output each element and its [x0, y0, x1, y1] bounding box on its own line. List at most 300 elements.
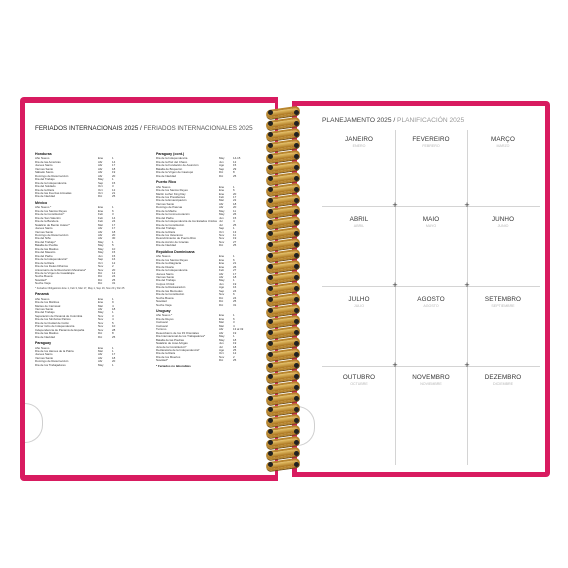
punch-hole	[294, 275, 299, 280]
holiday-name: Batalla de Puebla	[35, 244, 58, 248]
left-page	[25, 103, 275, 475]
punch-hole	[268, 396, 273, 401]
holiday-day: 18	[112, 166, 116, 171]
holiday-day: 12	[112, 260, 116, 265]
holiday-day: 1	[112, 296, 114, 301]
holiday-month: Jun	[219, 215, 224, 220]
holiday-day: 5	[112, 243, 114, 248]
punch-hole	[294, 253, 299, 258]
holiday-month: Ene	[98, 156, 104, 161]
punch-hole	[294, 385, 299, 390]
holiday-day: 4	[112, 303, 114, 308]
holiday-day: 5	[112, 320, 114, 325]
month-cell	[323, 296, 395, 308]
punch-hole	[268, 297, 273, 302]
holiday-month: Abr	[98, 352, 103, 357]
holiday-name: Día del Padre	[156, 216, 174, 220]
holiday-month: Ene	[219, 254, 225, 259]
punch-hole	[268, 176, 273, 181]
holiday-name: Día de la Raza	[35, 261, 55, 265]
holiday-month: Ago	[219, 163, 225, 168]
holiday-name: Día del Trabajo	[35, 311, 55, 315]
holiday-month: Dic	[219, 299, 224, 304]
holiday-day: 15	[233, 215, 237, 220]
holiday-name: Día de la Conmemoración	[156, 213, 190, 217]
punch-hole	[268, 341, 273, 346]
holiday-day: 19	[233, 281, 237, 286]
punch-hole	[268, 110, 273, 115]
holiday-month: Nov	[98, 264, 104, 269]
punch-hole	[268, 319, 273, 324]
holiday-day: 17	[112, 163, 116, 168]
holiday-month: Sep	[98, 257, 104, 262]
holiday-day: 25	[112, 194, 116, 199]
holiday-month: Ene	[219, 264, 225, 269]
holiday-month: Dic	[98, 334, 103, 339]
holiday-name: Corpus Christi	[156, 282, 175, 286]
holiday-month: Abr	[98, 226, 103, 231]
holiday-month: Dic	[219, 243, 224, 248]
holiday-day: 20	[233, 191, 237, 196]
holiday-month: May	[98, 310, 104, 315]
planning-title-es: PLANIFICACIÓN 2025	[397, 117, 465, 124]
holiday-day: 3	[112, 313, 114, 318]
holiday-name: Día de la Raza	[156, 230, 176, 234]
punch-hole	[294, 440, 299, 445]
holiday-name: Descubrimiento de Puerto Rico	[156, 237, 197, 241]
holiday-month: Nov	[98, 324, 104, 329]
holiday-day: 25	[233, 222, 237, 227]
holiday-month: Ene	[219, 261, 225, 266]
punch-hole	[268, 275, 273, 280]
country-heading: República Dominicana	[156, 249, 195, 254]
holiday-month: Jun	[219, 159, 224, 164]
holiday-day: 1	[112, 362, 114, 367]
holiday-name: Día de la Fundación de Asunción	[156, 164, 199, 168]
punch-hole	[294, 407, 299, 412]
holiday-month: May	[98, 243, 104, 248]
holiday-name: Día de los Mártires	[35, 301, 60, 305]
holiday-day: 19	[233, 341, 237, 346]
punch-hole	[294, 143, 299, 148]
holiday-name: Viernes Santo	[35, 167, 54, 171]
holiday-day: 16	[112, 257, 116, 262]
holiday-footnote: * Feriados Obligatorios Ene 1, Feb 3, Mar 17, May 1, Sep 16, Nov 20 y Dic 25	[35, 286, 125, 290]
country-heading: Honduras	[35, 152, 52, 156]
holiday-day: 31	[233, 302, 237, 307]
holiday-name: Día de los Fieles Difuntos	[35, 265, 68, 269]
punch-hole	[294, 231, 299, 236]
holiday-name: Día de los Trabajadores	[35, 363, 66, 367]
grid-marker-plus: +	[392, 360, 398, 370]
country-heading: Paraguay	[35, 341, 52, 346]
holiday-day: 8	[112, 331, 114, 336]
holiday-name: Año Nuevo	[156, 185, 171, 189]
holiday-day: 18	[112, 355, 116, 360]
punch-hole	[268, 209, 273, 214]
holiday-name: Año Nuevo *	[156, 314, 173, 318]
month-name: JANEIRO	[345, 136, 373, 143]
month-name-es: JUNIO	[497, 223, 509, 228]
holiday-month: Dic	[219, 302, 224, 307]
punch-hole	[268, 165, 273, 170]
holiday-month: Mar	[98, 303, 103, 308]
holiday-day: 15	[233, 163, 237, 168]
month-name-es: MAYO	[425, 223, 437, 228]
punch-hole	[294, 418, 299, 423]
holiday-month: Mar	[98, 222, 103, 227]
holiday-day: 25	[233, 348, 237, 353]
month-cell	[395, 374, 467, 386]
holiday-month: Sep	[219, 166, 225, 171]
holiday-day: 12	[233, 159, 237, 164]
holiday-day: 18	[112, 229, 116, 234]
punch-hole	[268, 352, 273, 357]
holiday-day: 20	[233, 205, 237, 210]
holiday-name: Día de los Presidentes	[156, 195, 186, 199]
holiday-column-2	[156, 153, 260, 368]
punch-hole	[294, 308, 299, 313]
holiday-day: 18	[233, 274, 237, 279]
holiday-name: Aniversario de la Revolución Mexicana*	[35, 268, 86, 272]
holiday-day: 1	[233, 334, 235, 339]
punch-hole	[294, 132, 299, 137]
holiday-name: Sábado Santo	[35, 171, 54, 175]
holiday-name: Batalla de Boquerón	[156, 167, 183, 171]
holiday-name: Domingo de Pascua	[156, 206, 183, 210]
punch-hole	[268, 429, 273, 434]
holiday-month: May	[219, 156, 225, 161]
punch-hole	[268, 374, 273, 379]
holiday-name: Día de Navidad	[156, 244, 176, 248]
month-name: FEVEREIRO	[412, 136, 450, 143]
holiday-name: Año Nuevo	[35, 346, 50, 350]
holiday-day: 1	[112, 345, 114, 350]
holiday-name: Martin Luther King Day	[156, 192, 186, 196]
holiday-day: 19	[112, 170, 116, 175]
holiday-name: Día del Trabajo	[156, 227, 176, 231]
holiday-day: 6	[112, 208, 114, 213]
holiday-row	[156, 359, 260, 362]
holiday-day: 20	[112, 359, 116, 364]
holiday-month: Ene	[219, 257, 225, 262]
holiday-name: Día de San Valentín	[35, 216, 61, 220]
holiday-month: Abr	[98, 163, 103, 168]
holiday-month: Jul	[219, 219, 223, 224]
holiday-name: Noche Vieja	[156, 303, 172, 307]
holiday-month: Ene	[98, 300, 104, 305]
holiday-name: Domingo de Resurrección	[35, 174, 69, 178]
holiday-name: Día Internacional de los Trabajadores*	[156, 335, 206, 339]
holiday-day: 22	[233, 198, 237, 203]
holiday-day: 25	[112, 277, 116, 282]
month-cell	[467, 374, 539, 386]
holiday-day: 11	[233, 208, 237, 213]
month-name-es: DICIEMBRE	[493, 381, 513, 386]
punch-hole	[268, 440, 273, 445]
punch-hole	[268, 132, 273, 137]
punch-hole	[268, 286, 273, 291]
holiday-month: Dic	[98, 331, 103, 336]
holiday-day: 9	[112, 300, 114, 305]
holiday-month: Abr	[219, 205, 224, 210]
grid-marker-plus: +	[464, 200, 470, 210]
holiday-name: Día de la Raza	[35, 188, 55, 192]
punch-hole	[268, 418, 273, 423]
holiday-day: 12	[112, 270, 116, 275]
holiday-day: 25	[112, 334, 116, 339]
holiday-day: 26	[233, 264, 237, 269]
punch-hole	[294, 209, 299, 214]
holiday-day: 4	[233, 323, 235, 328]
holiday-name: Día de las Mercedes	[156, 289, 183, 293]
month-name-es: ABRIL	[353, 223, 365, 228]
punch-hole	[294, 220, 299, 225]
holiday-name: Día del Trabajo	[35, 178, 55, 182]
punch-hole	[268, 220, 273, 225]
holiday-day: 15	[112, 180, 116, 185]
holiday-name: Jueves Santo	[35, 353, 53, 357]
holiday-name: Día de Navidad	[156, 174, 176, 178]
holiday-month: Oct	[98, 260, 103, 265]
month-name: DEZEMBRO	[484, 374, 522, 381]
holiday-day: 11	[233, 232, 237, 237]
holiday-day: 17	[112, 226, 116, 231]
holiday-day: 10	[112, 324, 116, 329]
month-cell	[323, 374, 395, 386]
holiday-month: May	[219, 334, 225, 339]
holiday-name: Día de las Madres	[35, 332, 59, 336]
holiday-month: Nov	[219, 239, 225, 244]
grid-line-horizontal	[322, 366, 540, 367]
holiday-row	[35, 282, 139, 285]
holiday-name: Día de la Virgen de Guadalupe	[35, 271, 75, 275]
month-name: MARÇO	[491, 136, 515, 143]
holiday-day: 25	[233, 173, 237, 178]
holiday-month: May	[98, 362, 104, 367]
holiday-month: Jun	[98, 253, 103, 258]
holiday-month: May	[219, 212, 225, 217]
holiday-name: Noche Vieja	[35, 282, 51, 286]
holiday-name: Martes de Carnaval	[35, 304, 61, 308]
holiday-name: Día de la Constitución*	[35, 213, 65, 217]
holiday-day: 17	[112, 352, 116, 357]
punch-hole	[294, 187, 299, 192]
holiday-month: Oct	[219, 229, 224, 234]
holiday-month: Abr	[98, 355, 103, 360]
holiday-name: Día de Reyes	[156, 317, 174, 321]
month-name: AGOSTO	[417, 296, 445, 303]
holiday-day: 1	[233, 313, 235, 318]
holiday-month: Dic	[219, 170, 224, 175]
title-es: FERIADOS INTERNACIONALES 2025	[143, 125, 253, 132]
grid-marker-plus: +	[392, 280, 398, 290]
punch-hole	[294, 330, 299, 335]
holiday-month: Ago	[219, 348, 225, 353]
month-name-es: OCTUBRE	[350, 381, 368, 386]
punch-hole	[294, 462, 299, 467]
holiday-month: Ago	[219, 285, 225, 290]
holiday-day: 3	[112, 184, 114, 189]
left-page-title	[35, 125, 253, 132]
holiday-day: 17	[233, 194, 237, 199]
holiday-month: Ene	[98, 345, 104, 350]
grid-marker-plus: +	[392, 200, 398, 210]
month-cell	[467, 136, 539, 148]
holiday-name: Año Nuevo *	[35, 206, 52, 210]
holiday-month: Abr	[98, 307, 103, 312]
holiday-month: Abr	[219, 327, 224, 332]
holiday-day: 26	[233, 212, 237, 217]
punch-hole	[294, 176, 299, 181]
holiday-name: Jura de la Constitución*	[156, 345, 187, 349]
holiday-day: 20	[112, 173, 116, 178]
holiday-day: 6	[233, 316, 235, 321]
holiday-month: Oct	[219, 351, 224, 356]
holiday-name: Día de Navidad	[35, 335, 55, 339]
holiday-month: Nov	[219, 232, 225, 237]
holiday-name: Día de Duarte	[156, 265, 174, 269]
holiday-day: 1	[112, 177, 114, 182]
holiday-month: Ene	[219, 313, 225, 318]
holiday-name: Viernes Santo	[35, 308, 54, 312]
holiday-month: Dic	[98, 274, 103, 279]
holiday-name: Viernes Santo	[156, 202, 175, 206]
holiday-day: 15	[112, 250, 116, 255]
holiday-row	[35, 364, 139, 367]
holiday-name: Día de la Emancipación	[156, 199, 187, 203]
holiday-name: Día de los Santos Reyes	[156, 189, 188, 193]
holiday-month: Nov	[98, 327, 104, 332]
punch-hole	[294, 341, 299, 346]
holiday-month: Feb	[98, 219, 103, 224]
holiday-month: Oct	[98, 190, 103, 195]
planning-title-separator: /	[393, 117, 396, 124]
holiday-name: Día del Padre	[35, 254, 53, 258]
holiday-month: Sep	[219, 288, 225, 293]
punch-hole	[294, 198, 299, 203]
punch-hole	[268, 407, 273, 412]
holiday-name: Día de la Ciudad de Colón	[35, 321, 69, 325]
month-name-es: MARZO	[496, 143, 510, 148]
punch-hole	[294, 264, 299, 269]
holiday-name: Navidad*	[35, 278, 47, 282]
holiday-month: Dic	[98, 194, 103, 199]
punch-hole	[294, 396, 299, 401]
holiday-day: 15	[112, 253, 116, 258]
holiday-month: Ene	[219, 316, 225, 321]
holiday-name: Jueves Santo	[35, 164, 53, 168]
holiday-day: 31	[112, 281, 116, 286]
holiday-day: 24	[112, 274, 116, 279]
holiday-month: Ene	[98, 208, 104, 213]
holiday-name: Día de la Independencia	[156, 157, 188, 161]
country-heading: Uruguay	[156, 309, 171, 314]
holiday-name: Natalicio de Benito Juárez*	[35, 223, 70, 227]
punch-hole	[294, 319, 299, 324]
month-cell	[395, 216, 467, 228]
holiday-name: Día de la Paz del Chaco	[156, 160, 188, 164]
holiday-day: 2	[112, 264, 114, 269]
grid-marker-plus: +	[464, 360, 470, 370]
punch-hole	[268, 451, 273, 456]
holiday-day: 13 al 19	[233, 327, 244, 332]
holiday-name: Día de las Madres	[35, 247, 59, 251]
holiday-month: Dic	[98, 277, 103, 282]
holiday-month: Ene	[98, 205, 104, 210]
holiday-month: Abr	[219, 271, 224, 276]
holiday-day: 18	[233, 337, 237, 342]
holiday-name: Viernes Santo	[35, 356, 54, 360]
holiday-month: Mar	[219, 320, 224, 325]
month-name-es: FEBRERO	[422, 143, 440, 148]
holiday-month: Jun	[219, 281, 224, 286]
planning-title-pt: PLANEJAMENTO 2025	[322, 117, 392, 124]
holiday-month: Jun	[219, 341, 224, 346]
holiday-month: Nov	[98, 267, 104, 272]
month-name-es: NOVIEMBRE	[420, 381, 442, 386]
holiday-name: Día de la Altagracia	[156, 262, 182, 266]
holiday-day: 18	[112, 307, 116, 312]
holiday-day: 1	[112, 205, 114, 210]
month-name-es: SEPTIEMBRE	[491, 303, 515, 308]
holiday-month: Dic	[98, 281, 103, 286]
holiday-month: Abr	[98, 232, 103, 237]
holiday-month: Jul	[219, 344, 223, 349]
month-name-es: AGOSTO	[423, 303, 439, 308]
holiday-month: Sep	[98, 180, 104, 185]
holiday-month: Abr	[219, 201, 224, 206]
holiday-name: Día de los Héroes de la Patria	[35, 350, 74, 354]
month-name: OUTUBRO	[342, 374, 376, 381]
holiday-month: Abr	[219, 330, 224, 335]
holiday-name: Jueves Santo	[35, 227, 53, 231]
holiday-name: Día de los Veteranos	[156, 233, 183, 237]
holiday-name: Día del Maestro	[35, 251, 56, 255]
month-cell	[323, 216, 395, 228]
holiday-name: Turismo	[156, 328, 167, 332]
holiday-month: Nov	[219, 354, 225, 359]
holiday-day: 6	[233, 292, 235, 297]
holiday-day: 24	[233, 295, 237, 300]
holiday-name: Día de la Bandera	[35, 220, 59, 224]
holiday-month: Ene	[219, 188, 225, 193]
holiday-month: Abr	[98, 166, 103, 171]
punch-hole	[268, 143, 273, 148]
title-separator: /	[139, 125, 142, 132]
title-pt: FERIADOS INTERNACIONAIS 2025	[35, 125, 139, 132]
holiday-name: Día de la Independencia	[156, 269, 188, 273]
holiday-name: Día de Navidad	[35, 195, 55, 199]
holiday-month: Jul	[219, 222, 223, 227]
holiday-name: Día de la Constitución	[156, 293, 185, 297]
holiday-month: Dic	[219, 295, 224, 300]
month-name: ABRIL	[349, 216, 369, 223]
holiday-day: 12	[233, 351, 237, 356]
punch-hole	[268, 154, 273, 159]
holiday-name: Viernes Santo	[35, 230, 54, 234]
holiday-month: May	[98, 177, 104, 182]
holiday-name: Día de las Américas	[35, 160, 61, 164]
month-cell	[467, 216, 539, 228]
month-cell	[395, 296, 467, 308]
holiday-name: Viernes Santo	[156, 275, 175, 279]
holiday-day: 25	[233, 243, 237, 248]
holiday-day: 10	[112, 246, 116, 251]
holiday-name: Día del Trabajo	[156, 279, 176, 283]
holiday-name: Declaratoria de la Independencia*	[156, 349, 200, 353]
holiday-name: Año Nuevo	[35, 297, 50, 301]
